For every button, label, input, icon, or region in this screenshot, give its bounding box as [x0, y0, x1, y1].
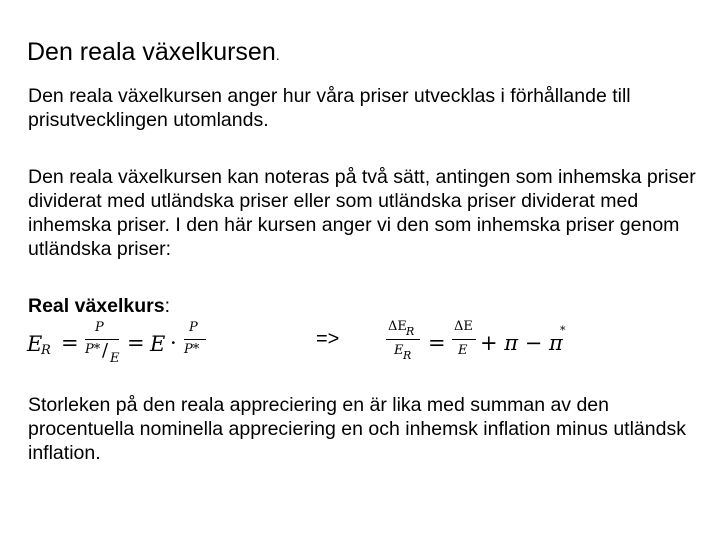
formula-mid-symbol: E: [150, 332, 166, 356]
formula-lhs-subscript: R: [41, 343, 51, 358]
formula-heading-colon: :: [164, 295, 171, 317]
real-exchange-rate-formula: [27, 318, 247, 372]
formula-r-fraction2-denominator: E: [458, 343, 468, 358]
implication-arrow: =>: [316, 328, 340, 350]
formula-r-fraction2-bar: [452, 339, 476, 340]
formula-fraction2-denominator: P*: [184, 342, 200, 357]
formula-fraction2-numerator: P: [189, 320, 198, 335]
formula-equals-1: =: [61, 331, 79, 355]
formula-fraction1-slash: /: [102, 340, 109, 361]
real-appreciation-formula: [384, 318, 584, 372]
formula-r-fraction1-bar: [386, 339, 420, 340]
paragraph-notation: Den reala växelkursen kan noteras på två sätt, antingen som inhemska priser dividerat med utländska priser eller som utländska priser dividerat med inhemska priser. I den här kursen anger vi den som inhemska priser genom utländska priser:: [28, 166, 696, 260]
slide-title-text: Den reala växelkursen: [27, 38, 276, 66]
paragraph-definition: Den reala växelkursen anger hur våra priser utvecklas i förhållande till prisutvecklingen utomlands.: [28, 85, 631, 131]
slide-title-dot: .: [275, 47, 280, 63]
formula-r-fraction1-denominator: E: [394, 343, 404, 358]
formula-fraction1-den-e: E: [110, 351, 120, 366]
paragraph-appreciation: Storleken på den reala appreciering en är lika med summan av den procentuella nominella appreciering en och inhemsk inflation minus utländsk inflation.: [28, 394, 686, 464]
formula-heading-bold: Real växelkurs: [28, 295, 165, 317]
formula-heading: [28, 294, 170, 318]
formula-fraction2-bar: [184, 339, 206, 340]
formula-r-equals: =: [428, 331, 446, 355]
formula-equals-2: =: [127, 331, 145, 355]
formula-lhs-symbol: E: [27, 332, 43, 356]
slide-title: [27, 38, 280, 67]
formula-fraction1-numerator: P: [95, 320, 104, 335]
formula-r-fraction2-numerator: ΔE: [454, 319, 473, 334]
formula-r-fraction1-numerator: ΔE: [388, 319, 407, 334]
formula-multiplication-dot: ·: [170, 331, 177, 355]
formula-r-fraction1-den-sub: R: [403, 349, 412, 362]
formula-r-foreign-star: *: [560, 324, 566, 337]
formula-fraction1-denominator: P*: [85, 342, 101, 357]
formula-r-fraction1-num-sub: R: [406, 325, 415, 338]
formula-r-inflation-terms: + π − π: [480, 331, 563, 355]
